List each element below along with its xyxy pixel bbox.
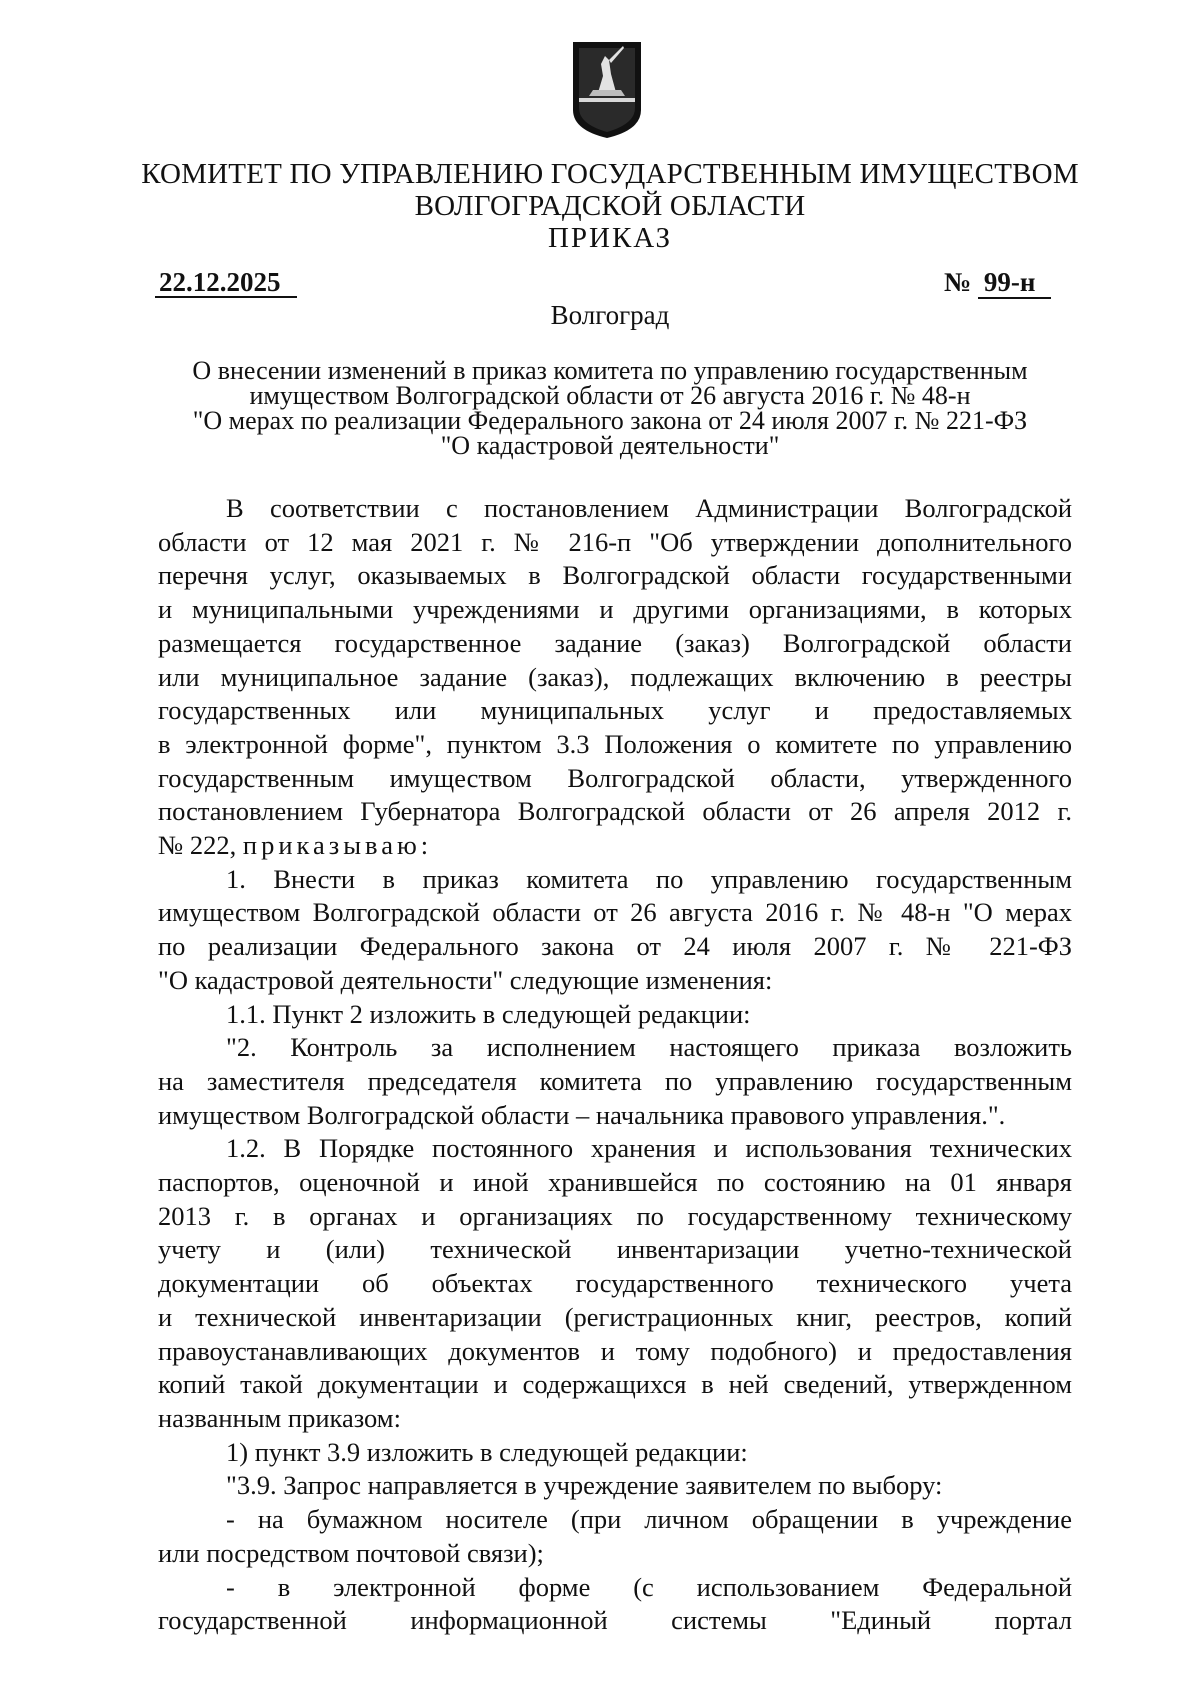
- org-name-line2: ВОЛГОГРАДСКОЙ ОБЛАСТИ: [414, 190, 806, 222]
- body-line: на заместителя председателя комитета по управлению государственным: [158, 1065, 1072, 1096]
- body-line: "2. Контроль за исполнением настоящего приказа возложить: [226, 1032, 1072, 1063]
- body-line: 1. Внести в приказ комитета по управлению государственным: [226, 863, 1072, 894]
- body-line: по реализации Федерального закона от 24 июля 2007 г. № 221-ФЗ: [158, 931, 1072, 962]
- body-line: - в электронной форме (с использованием Федеральной: [226, 1571, 1072, 1602]
- city: Волгоград: [550, 300, 670, 330]
- body-line: "3.9. Запрос направляется в учреждение заявителем по выбору:: [226, 1470, 943, 1501]
- body-line: размещается государственное задание (заказ) Волгоградской области: [158, 627, 1072, 658]
- volgograd-coat-of-arms-icon: [569, 40, 645, 140]
- body-line: постановлением Губернатора Волгоградской области от 26 апреля 2012 г.: [158, 796, 1072, 827]
- title-line: имуществом Волгоградской области от 26 августа 2016 г. № 48-н: [249, 381, 971, 410]
- body-line: или муниципальное задание (заказ), подлежащих включению в реестры: [158, 661, 1072, 692]
- order-verb: приказываю:: [242, 830, 433, 861]
- body-line: "О кадастровой деятельности" следующие изменения:: [158, 964, 773, 995]
- body-line: В соответствии с постановлением Администрации Волгоградской: [226, 493, 1072, 523]
- body-line: государственных или муниципальных услуг и предоставляемых: [158, 695, 1072, 726]
- order-title: [150, 358, 1070, 458]
- title-line: О внесении изменений в приказ комитета по управлению государственным: [192, 356, 1028, 385]
- body-line: и муниципальными учреждениями и другими организациями, в которых: [158, 594, 1072, 625]
- body-line: 1) пункт 3.9 изложить в следующей редакции:: [226, 1436, 748, 1467]
- body-line: правоустанавливающих документов и тому подобного) и предоставления: [158, 1335, 1072, 1366]
- title-line: "О мерах по реализации Федерального закона от 24 июля 2007 г. № 221-ФЗ: [192, 406, 1028, 435]
- body-line: 2013 г. в органах и организациях по государственному техническому: [158, 1200, 1072, 1231]
- document-number: [944, 268, 1051, 296]
- body-line: имуществом Волгоградской области – начальника правового управления.".: [158, 1099, 1006, 1130]
- document-type: ПРИКАЗ: [547, 222, 673, 254]
- body-line: и технической инвентаризации (регистрационных книг, реестров, копий: [158, 1301, 1072, 1332]
- number-prefix: №: [944, 267, 972, 297]
- order-number-ref: № 222,: [158, 830, 237, 861]
- body-line: учету и (или) технической инвентаризации учетно-технической: [158, 1234, 1072, 1265]
- title-line: "О кадастровой деятельности": [440, 431, 780, 460]
- body-line: области от 12 мая 2021 г. № 216-п "Об утверждении дополнительного: [158, 526, 1072, 557]
- body-line: в электронной форме", пунктом 3.3 Положения о комитете по управлению: [158, 728, 1072, 759]
- body-line: имуществом Волгоградской области от 26 августа 2016 г. № 48-н "О мерах: [158, 897, 1072, 928]
- body-line: [158, 829, 1072, 863]
- body-line: 1.1. Пункт 2 изложить в следующей редакции:: [226, 998, 751, 1029]
- body-line: копий такой документации и содержащихся в ней сведений, утвержденном: [158, 1369, 1072, 1400]
- document-date: 22.12.2025: [155, 268, 297, 298]
- body-line: государственной информационной системы "Единый портал: [158, 1605, 1072, 1636]
- number-value: 99-н: [978, 267, 1052, 299]
- body-line: 1.2. В Порядке постоянного хранения и использования технических: [226, 1133, 1072, 1164]
- body-line: государственным имуществом Волгоградской области, утвержденного: [158, 762, 1072, 793]
- body-line: документации об объектах государственного технического учета: [158, 1268, 1072, 1299]
- body-line: перечня услуг, оказываемых в Волгоградской области государственными: [158, 560, 1072, 591]
- body-line: - на бумажном носителе (при личном обращении в учреждение: [226, 1504, 1072, 1535]
- body-line: паспортов, оценочной и иной хранившейся по состоянию на 01 января: [158, 1167, 1072, 1198]
- body-line: названным приказом:: [158, 1402, 401, 1433]
- document-body: [158, 492, 1072, 1638]
- org-name-line1: КОМИТЕТ ПО УПРАВЛЕНИЮ ГОСУДАРСТВЕННЫМ ИМУЩЕСТВОМ: [141, 158, 1079, 190]
- body-line: или посредством почтовой связи);: [158, 1537, 544, 1568]
